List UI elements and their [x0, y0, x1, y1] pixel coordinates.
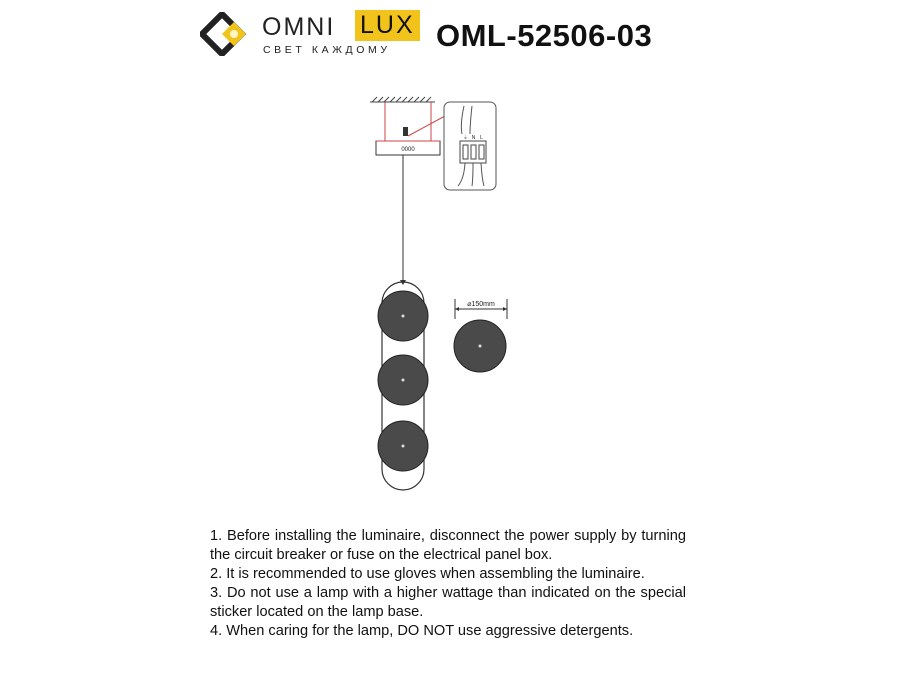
side-view — [454, 299, 507, 372]
instruction-item: 2. It is recommended to use gloves when assembling the luminaire. — [210, 566, 645, 582]
diameter-label: ⌀150mm — [467, 301, 495, 308]
terminal-label-neutral: N — [471, 135, 476, 141]
terminal-detail — [444, 102, 496, 190]
instruction-item: 4. When caring for the lamp, DO NOT use aggressive detergents. — [210, 623, 634, 639]
shade — [378, 291, 428, 341]
omnilux-logo-icon — [200, 12, 256, 56]
canopy — [376, 127, 440, 155]
instruction-item: 3. Do not use a lamp with a higher wattage than indicated on the special sticker located on the lamp base. — [210, 585, 686, 620]
ceiling-hatch — [370, 97, 435, 102]
brand-name-accent: LUX — [355, 10, 420, 41]
model-number: OML-52506-03 — [436, 18, 653, 53]
terminal-label-earth: ⏚ — [462, 135, 469, 141]
shade — [378, 355, 428, 405]
instruction-item: 1. Before installing the luminaire, disconnect the power supply by turning the circuit breaker or fuse on the electrical panel box. — [210, 528, 686, 563]
luminaire-drawing — [360, 94, 540, 494]
brand-name: OMNI — [262, 13, 336, 41]
terminal-label-live: L — [480, 135, 483, 141]
brand-tagline: СВЕТ КАЖДОМУ — [263, 44, 391, 56]
shade — [378, 421, 428, 471]
installation-instructions — [210, 527, 686, 641]
canopy-label: 0000 — [401, 147, 415, 153]
header — [0, 0, 900, 70]
